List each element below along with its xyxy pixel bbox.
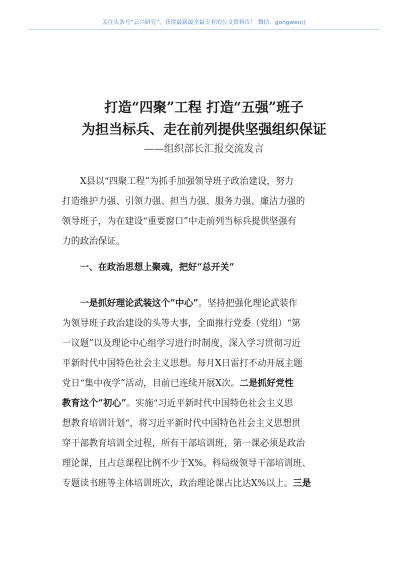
- paragraph-line: [62, 334, 362, 354]
- intro-line: X县以“四聚工程”为抓手加强领导班子政治建设，努力: [80, 177, 294, 187]
- point-lead: 一是抓好理论武装这个“中心”: [80, 299, 199, 309]
- intro-line: 力的政治保证。: [62, 237, 126, 247]
- paragraph-line: [62, 454, 362, 474]
- header-banner: 关注头条号“云兴研究”，获得最新最全最专业的公文资料库！ 微信：gongwen(): [102, 20, 306, 26]
- banner-divider: [28, 29, 380, 30]
- point-text: 。实施“习近平新时代中国特色社会主义思: [126, 399, 293, 409]
- document-title-line2: 为担当标兵、走在前列提供坚强组织保证: [81, 122, 327, 138]
- point-text: 专题读书班等主体培训班次，政治理论课占比达X%以上。: [62, 479, 293, 489]
- document-subtitle: ——组织部长汇报交流发言: [144, 144, 264, 155]
- section-heading: 一、在政治思想上聚魂，把好“总开关“: [80, 263, 235, 273]
- paragraph-line: [62, 414, 362, 434]
- intro-line: 打造维护力强、引领力强、担当力强、服务力强、廉洁力强的: [62, 197, 306, 207]
- point-text: 穿干部教育培训全过程，所有干部培训班，第一课必须是政治: [62, 439, 306, 449]
- point-text: 理论课，且占总课程比例不少于X%。科局级领导干部培训班、: [62, 459, 311, 469]
- document-title-line1: 打造“四聚”工程 打造“五强”班子: [104, 100, 304, 116]
- paragraph-line: [62, 434, 362, 454]
- point-text: 。坚持把强化理论武装作: [198, 299, 298, 309]
- point-lead: 三是: [292, 479, 311, 489]
- point-text: 为领导班子政治建设的头等大事，全面推行党委（党组）“第: [62, 319, 301, 329]
- point-text: 平新时代中国特色社会主义思想。每月X日雷打不动开展主题: [62, 359, 303, 369]
- point-lead: 教育这个“初心”: [62, 399, 127, 409]
- point-lead: 二是抓好党性: [239, 379, 294, 389]
- point-text: 一议题”以及理论中心组学习进行时制度，深入学习贯彻习近: [62, 339, 301, 349]
- paragraph-line: [62, 314, 362, 334]
- intro-paragraph: [62, 172, 362, 252]
- paragraph-line: [62, 294, 362, 314]
- point-text: 想教育培训计划“，将习近平新时代中国特色社会主义思想贯: [62, 419, 301, 429]
- paragraph-line: [62, 394, 362, 414]
- paragraph-line: [62, 474, 362, 494]
- paragraph-line: [62, 374, 362, 394]
- point-text: 党日“集中夜学”活动，目前已连续开展X次。: [62, 379, 240, 389]
- intro-line: 领导班子，为在建设“重要窗口”中走前列当标兵提供坚强有: [62, 217, 297, 227]
- paragraph-line: [62, 354, 362, 374]
- section-paragraph: [62, 294, 362, 494]
